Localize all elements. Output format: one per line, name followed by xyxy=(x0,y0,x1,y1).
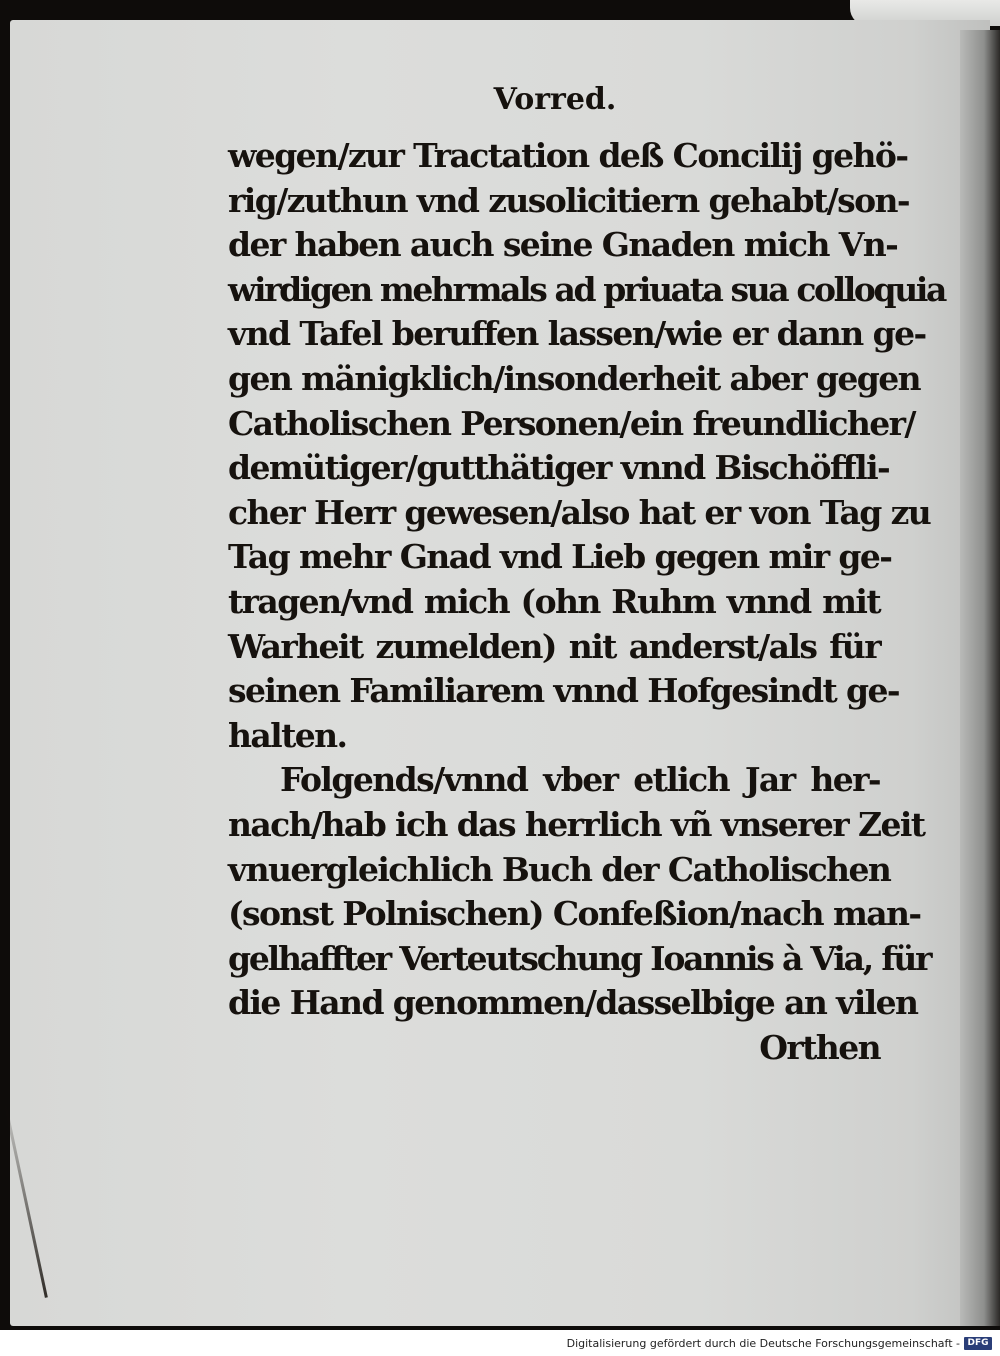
text-line: vnd Tafel beruffen lassen/wie er dann ge- xyxy=(228,314,926,354)
running-head: Vorred. xyxy=(493,82,617,117)
digitization-footer xyxy=(0,1330,1000,1356)
text-line: (sonst Polnischen) Confeßion/nach man- xyxy=(228,894,921,934)
text-line: tragen/vnd mich (ohn Ruhm vnnd mit xyxy=(228,581,880,621)
text-line: gen mänigklich/insonderheit aber gegen xyxy=(228,358,921,398)
funding-credit: Digitalisierung gefördert durch die Deutsche Forschungsgemeinschaft - xyxy=(566,1337,960,1350)
page-edge-right xyxy=(960,30,1000,1326)
text-line: demütiger/gutthätiger vnnd Bischöffli- xyxy=(228,448,890,488)
text-line: nach/hab ich das herrlich vñ vnserer Zeit xyxy=(228,804,925,844)
text-line: der haben auch seine Gnaden mich Vn- xyxy=(228,225,898,265)
text-line: cher Herr gewesen/also hat er von Tag zu xyxy=(228,492,931,532)
text-line: Warheit zumelden) nit anderst/als für xyxy=(228,626,880,666)
body-text xyxy=(228,134,945,1070)
text-line: seinen Familiarem vnnd Hofgesindt ge- xyxy=(228,671,899,711)
text-line: Folgends/vnnd vber etlich Jar her- xyxy=(280,760,880,800)
text-line: gelhaffter Verteutschung Ioannis à Via, für xyxy=(228,938,931,978)
text-line: vnuergleichlich Buch der Catholischen xyxy=(228,849,891,889)
text-line: rig/zuthun vnd zusolicitiern gehabt/son- xyxy=(228,180,909,220)
catchword: Orthen xyxy=(759,1027,880,1067)
text-line: halten. xyxy=(228,715,347,755)
text-line: die Hand genommen/dasselbige an vilen xyxy=(228,983,918,1023)
dfg-logo: DFG xyxy=(964,1337,992,1350)
text-line: wirdigen mehrmals ad priuata sua colloquia xyxy=(228,269,945,309)
text-line: Catholischen Personen/ein freundlicher/ xyxy=(228,403,915,443)
text-line: Tag mehr Gnad vnd Lieb gegen mir ge- xyxy=(228,537,892,577)
text-line: wegen/zur Tractation deß Concilij gehö- xyxy=(228,136,908,175)
